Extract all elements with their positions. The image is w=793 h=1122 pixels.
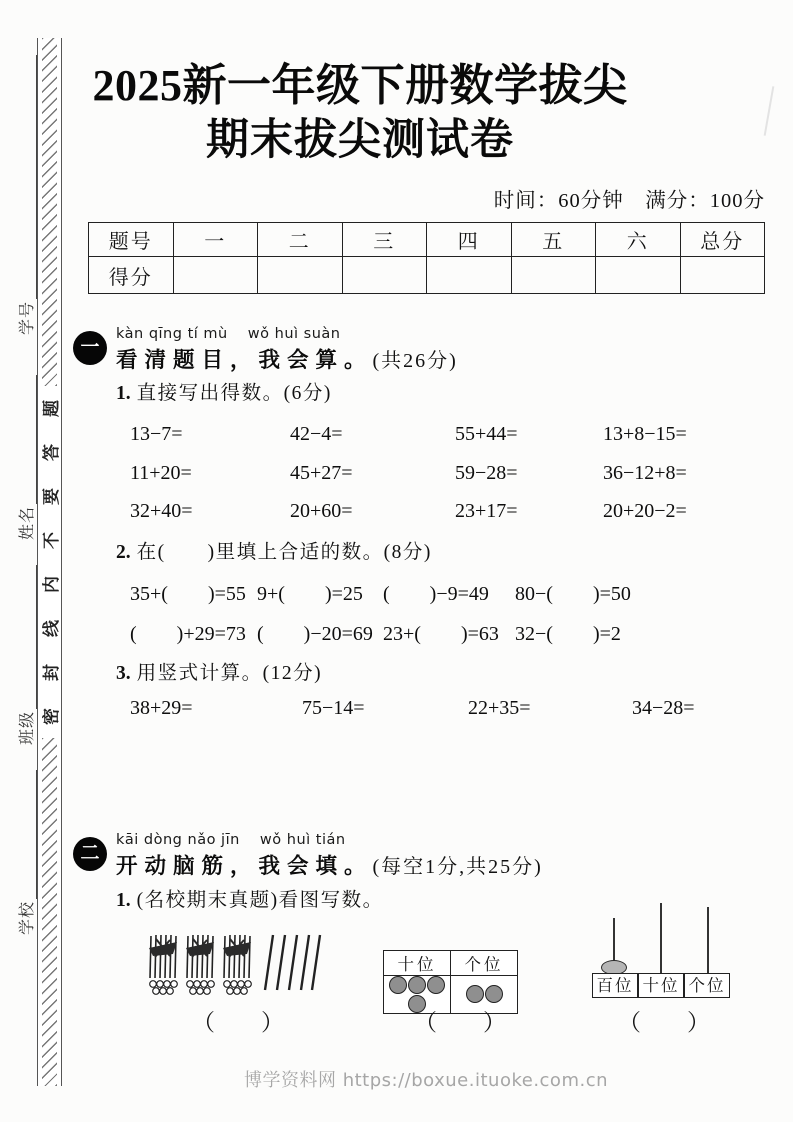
score-table-header-cell: 一 <box>173 223 258 257</box>
question1-equations <box>130 423 766 539</box>
paper-title <box>60 58 660 168</box>
equation: 42−4= <box>290 423 343 445</box>
seal-line-strip <box>37 38 62 1086</box>
section2-question1-heading <box>116 884 384 912</box>
question2-text: 在( )里填上合适的数。(8分) <box>136 542 432 563</box>
score-row-label: 得分 <box>89 257 174 294</box>
sticks-figure <box>146 930 322 1004</box>
score-blank-cell <box>680 257 765 294</box>
section2-header <box>73 828 543 880</box>
paper-title-line1: 2025新一年级下册数学拔尖 <box>92 61 628 110</box>
equation: 20+60= <box>290 500 353 523</box>
sidebar-field-class <box>14 565 38 745</box>
score-table-header-cell: 六 <box>596 223 681 257</box>
equation: 80−( )=50 <box>515 583 631 605</box>
equation: 9+( )=25 <box>257 583 363 605</box>
counter-dot-icon <box>427 976 445 994</box>
name-blank-line <box>22 375 37 504</box>
ones-label: 个位 <box>684 973 730 998</box>
section1-title: 看清题目，我会算。 <box>116 348 373 372</box>
equation: 22+35= <box>468 697 531 719</box>
question1-number: 1. <box>116 383 131 404</box>
counter-dot-icon <box>466 985 484 1003</box>
score-table-header-row <box>89 223 765 257</box>
score-table-header-cell: 题号 <box>89 223 174 257</box>
score-blank-cell <box>258 257 343 294</box>
equation: 23+( )=63 <box>383 623 499 645</box>
section2-number-badge: 二 <box>73 837 107 871</box>
counter-dot-icon <box>408 976 426 994</box>
equation: 32−( )=2 <box>515 623 621 645</box>
equation: ( )−20=69 <box>257 623 373 645</box>
question3-number: 3. <box>116 663 131 684</box>
section1-number-badge: 一 <box>73 331 107 365</box>
answer-blank: （ ） <box>618 1010 710 1035</box>
place-value-header-row <box>384 951 518 976</box>
time-and-score-info: 时间：60分钟 满分：100分 <box>493 190 765 212</box>
equation: 32+40= <box>130 500 193 523</box>
student-id-blank-line <box>22 55 37 299</box>
single-sticks-icon <box>265 935 320 990</box>
question3-equations <box>130 697 766 737</box>
question1-text: 直接写出得数。(6分) <box>136 383 332 404</box>
equation: 75−14= <box>302 697 365 719</box>
section2-question1-text: (名校期末真题)看图写数。 <box>136 890 384 911</box>
question2-equations <box>130 577 766 657</box>
equation: ( )+29=73 <box>130 623 246 645</box>
equation: 20+20−2= <box>603 500 687 523</box>
score-table-header-cell: 三 <box>342 223 427 257</box>
equation: 11+20= <box>130 461 192 484</box>
score-table-score-row <box>89 257 765 294</box>
school-blank-line <box>22 770 37 899</box>
class-blank-line <box>22 565 37 709</box>
score-table-header-cell: 四 <box>427 223 512 257</box>
name-label: 姓名 <box>19 505 36 540</box>
class-label: 班级 <box>19 710 36 745</box>
question3-text: 用竖式计算。(12分) <box>136 663 323 684</box>
abacus-rod-ones <box>707 907 709 973</box>
seal-char: 密 <box>42 707 61 725</box>
counter-dot-icon <box>485 985 503 1003</box>
section1-points: (共26分) <box>372 350 458 372</box>
score-blank-cell <box>173 257 258 294</box>
abacus-rod-hundreds <box>613 918 615 964</box>
score-table-header-cell: 二 <box>258 223 343 257</box>
tens-label: 十位 <box>638 973 684 998</box>
seal-char: 要 <box>42 487 61 505</box>
seal-char: 内 <box>42 575 61 593</box>
paper-title-line2: 期末拔尖测试卷 <box>206 117 514 164</box>
seal-char: 线 <box>42 619 61 637</box>
scan-artifact-line <box>764 86 775 136</box>
score-blank-cell <box>596 257 681 294</box>
score-blank-cell <box>427 257 512 294</box>
section1-pinyin: kàn qīng tí mù wǒ huì suàn <box>116 326 341 342</box>
section2-pinyin: kāi dòng nǎo jīn wǒ huì tián <box>116 832 346 848</box>
abacus-labels-row <box>592 973 730 998</box>
hatch-pattern-top <box>42 38 57 386</box>
footer-watermark: 博学资料网 https://boxue.ituoke.com.cn <box>244 1070 609 1091</box>
equation: 45+27= <box>290 461 353 484</box>
answer-blank: （ ） <box>192 1010 284 1035</box>
seal-line-text <box>38 386 61 738</box>
school-label: 学校 <box>19 900 36 935</box>
section2-title: 开动脑筋，我会填。 <box>116 854 373 878</box>
tens-label: 十位 <box>384 951 451 976</box>
equation: 55+44= <box>455 423 518 445</box>
equation: 38+29= <box>130 697 193 719</box>
equation: 23+17= <box>455 500 518 523</box>
stick-bundle-icon <box>149 935 177 994</box>
hatch-pattern-bottom <box>42 738 57 1086</box>
score-table-header-cell: 五 <box>511 223 596 257</box>
stick-bundle-icon <box>186 935 214 994</box>
section2-question1-number: 1. <box>116 890 131 911</box>
answer-blank: （ ） <box>414 1010 506 1035</box>
question1-heading <box>116 377 332 405</box>
counter-dot-icon <box>389 976 407 994</box>
abacus-figure <box>592 903 734 999</box>
section2-points: (每空1分,共25分) <box>372 856 543 878</box>
question2-heading <box>116 536 432 564</box>
sidebar-field-student-id <box>14 55 38 335</box>
seal-char: 封 <box>42 663 61 681</box>
equation: 34−28= <box>632 697 695 719</box>
sidebar-field-name <box>14 375 38 540</box>
equation: 59−28= <box>455 461 518 484</box>
ones-label: 个位 <box>451 951 518 976</box>
score-table <box>88 222 765 294</box>
abacus-rod-tens <box>660 903 662 973</box>
seal-char: 题 <box>42 399 61 417</box>
equation: ( )−9=49 <box>383 583 489 605</box>
section1-header <box>73 322 458 374</box>
question2-number: 2. <box>116 542 131 563</box>
score-blank-cell <box>511 257 596 294</box>
hundreds-label: 百位 <box>592 973 638 998</box>
question3-heading <box>116 657 322 685</box>
equation: 36−12+8= <box>603 461 687 484</box>
stick-bundle-icon <box>223 935 251 994</box>
score-table-header-cell: 总分 <box>680 223 765 257</box>
equation: 13−7= <box>130 423 183 445</box>
student-id-label: 学号 <box>19 300 36 335</box>
equation: 35+( )=55 <box>130 583 246 605</box>
sidebar-field-school <box>14 770 38 935</box>
equation: 13+8−15= <box>603 423 687 445</box>
seal-char: 答 <box>42 443 61 461</box>
score-blank-cell <box>342 257 427 294</box>
seal-char: 不 <box>42 531 61 549</box>
